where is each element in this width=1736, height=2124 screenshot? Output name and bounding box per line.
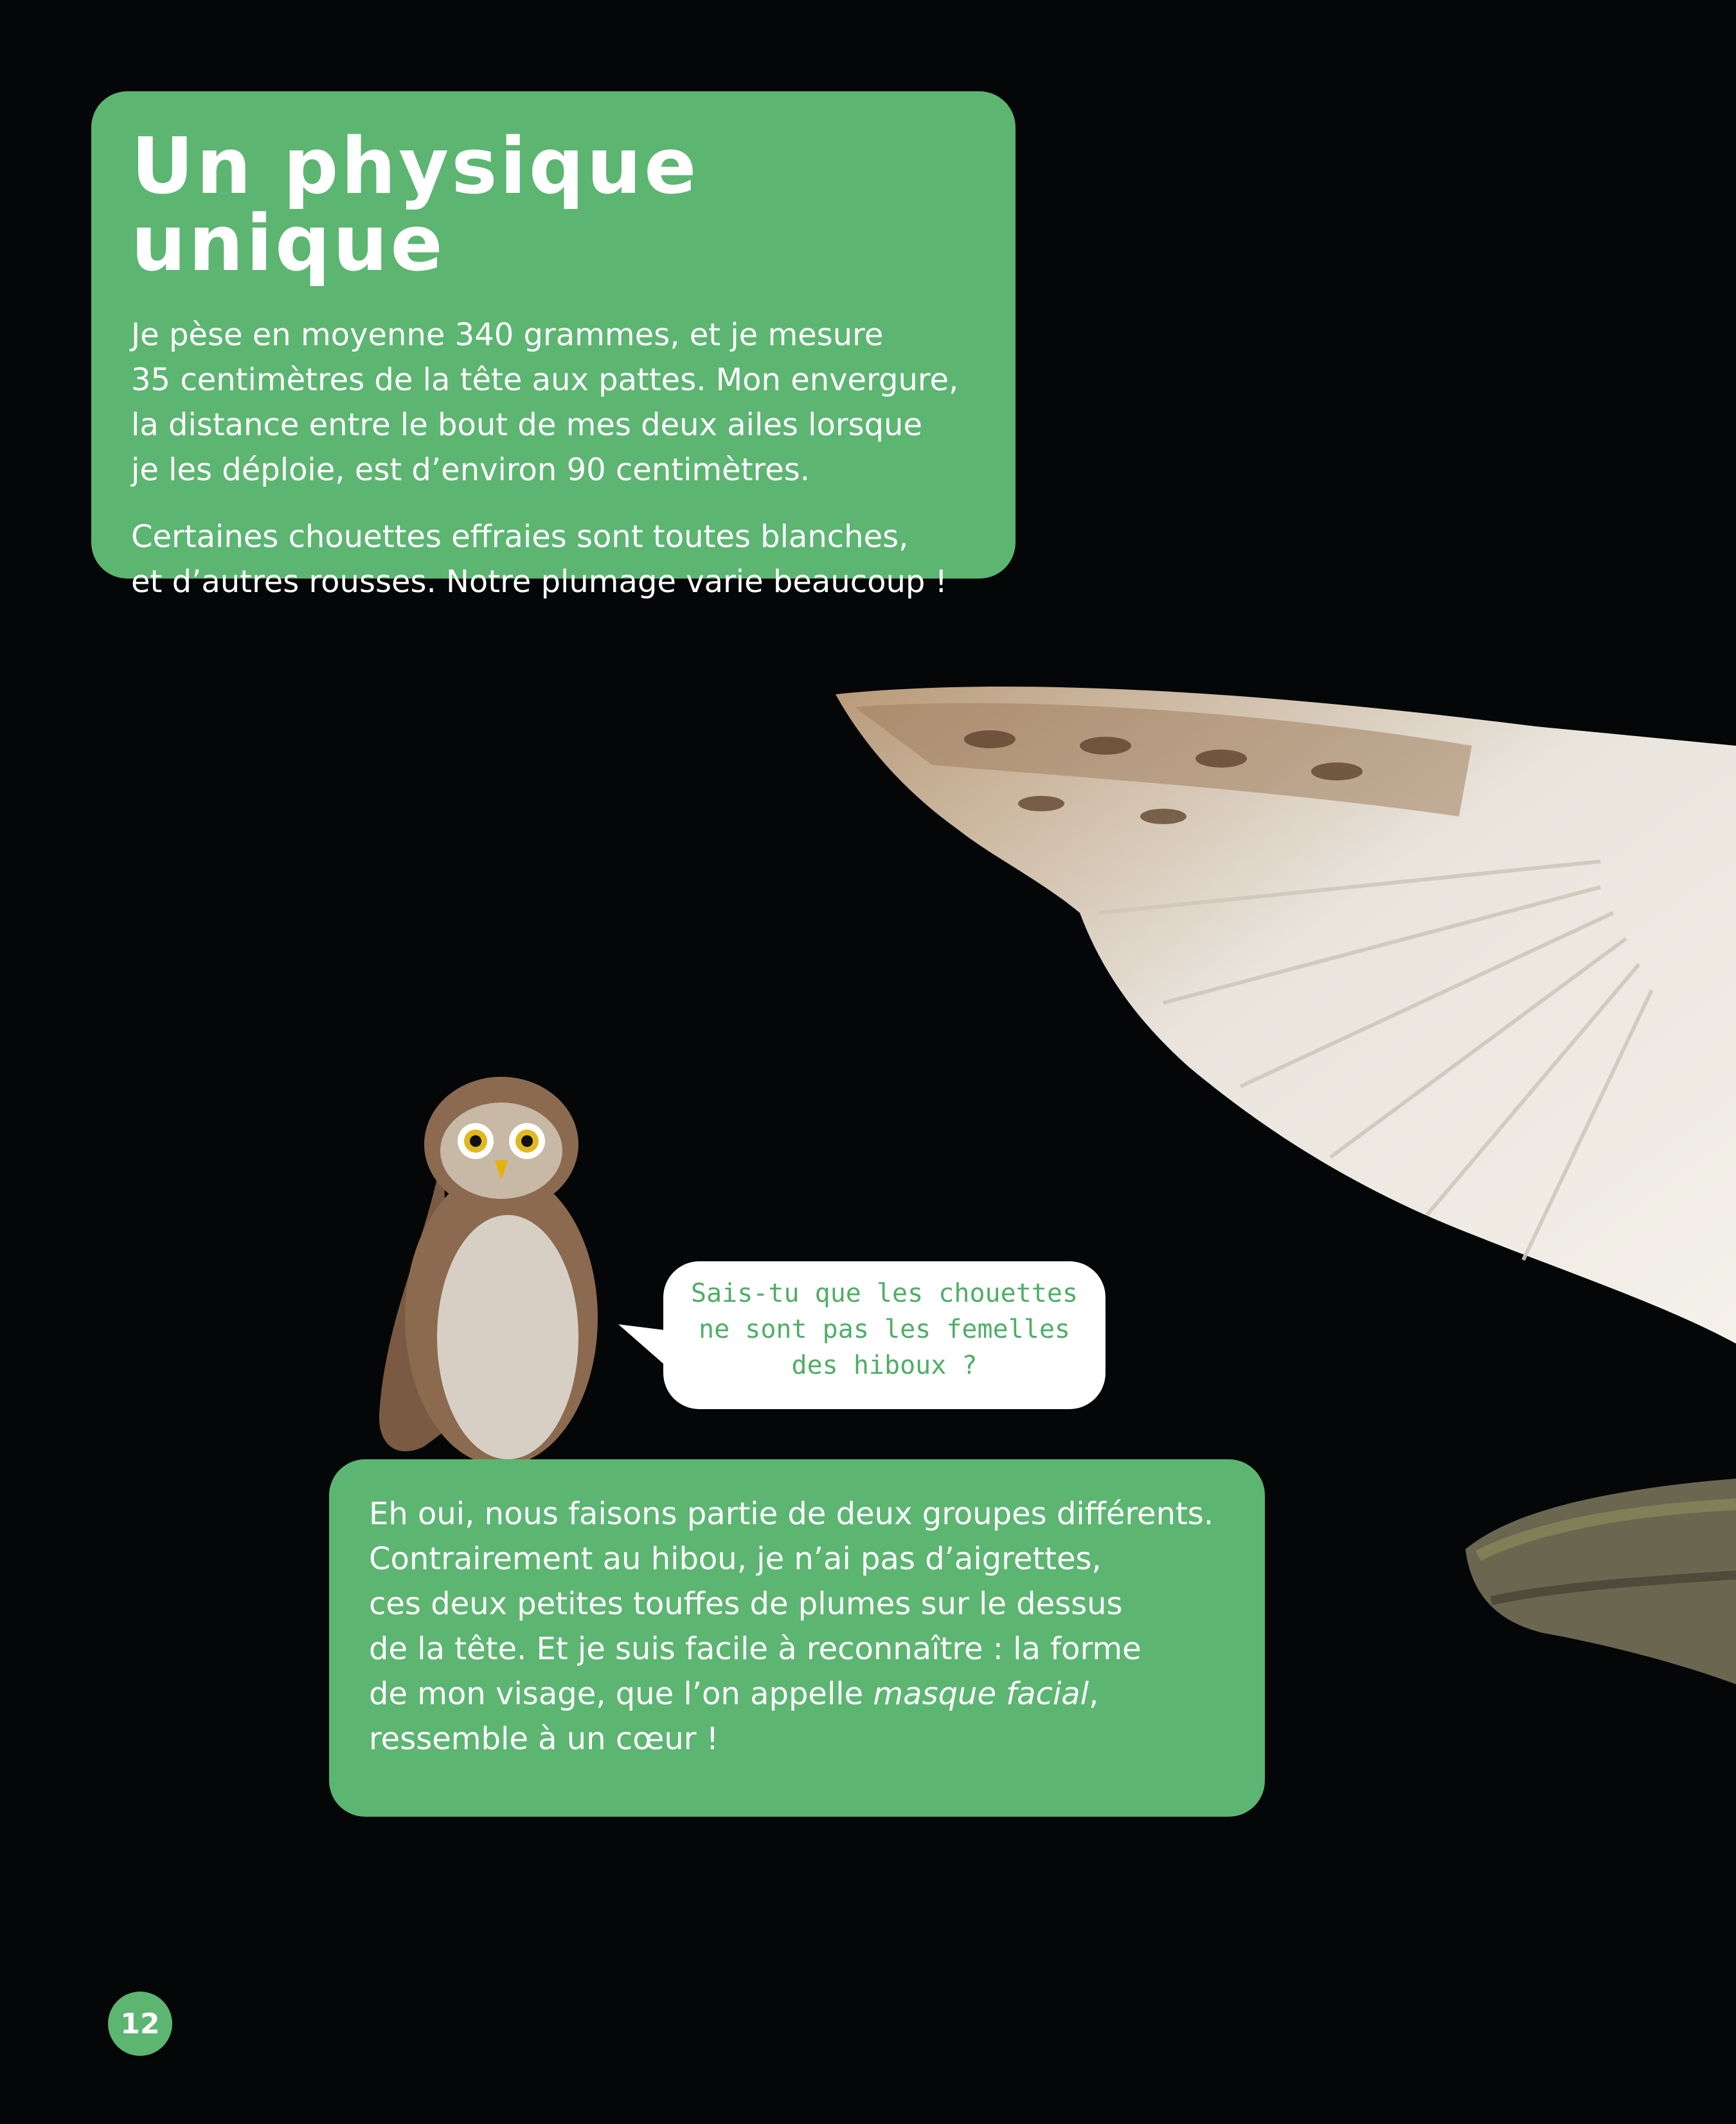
info-text-after: , ressemble à un cœur ! — [369, 1676, 1099, 1757]
branch-photo — [1453, 1453, 1736, 1684]
speech-bubble: Sais-tu que les chouettes ne sont pas les femelles des hiboux ? — [663, 1261, 1105, 1409]
info-paragraph — [369, 1491, 1225, 1761]
page-number: 12 — [108, 1992, 172, 2056]
info-text-italic: masque facial — [873, 1676, 1089, 1712]
bubble-tail — [618, 1324, 670, 1376]
page-title: Un physique unique — [131, 122, 699, 289]
info-box — [329, 1459, 1265, 1817]
owl-illustration — [373, 1067, 630, 1504]
intro-paragraph-1: Je pèse en moyenne 340 grammes, et je mesure 35 centimètres de la tête aux pattes. Mon envergure, la distance entre le bout de mes deux ailes lorsque je les déploie, est d’environ 90 centimètres. — [131, 317, 959, 488]
intro-box — [91, 91, 1016, 600]
intro-paragraph-2: Certaines chouettes effraies sont toutes blanches, et d’autres rousses. Notre plumage varie beaucoup ! — [131, 519, 947, 600]
info-text-before: Eh oui, nous faisons partie de deux groupes différents. Contrairement au hibou, je n’ai pas d’aigrettes, ces deux petites touffes de plumes sur le dessus de la tête. Et je suis facile à reconnaître : la forme de mon visage, que l’on appelle — [369, 1496, 1214, 1712]
